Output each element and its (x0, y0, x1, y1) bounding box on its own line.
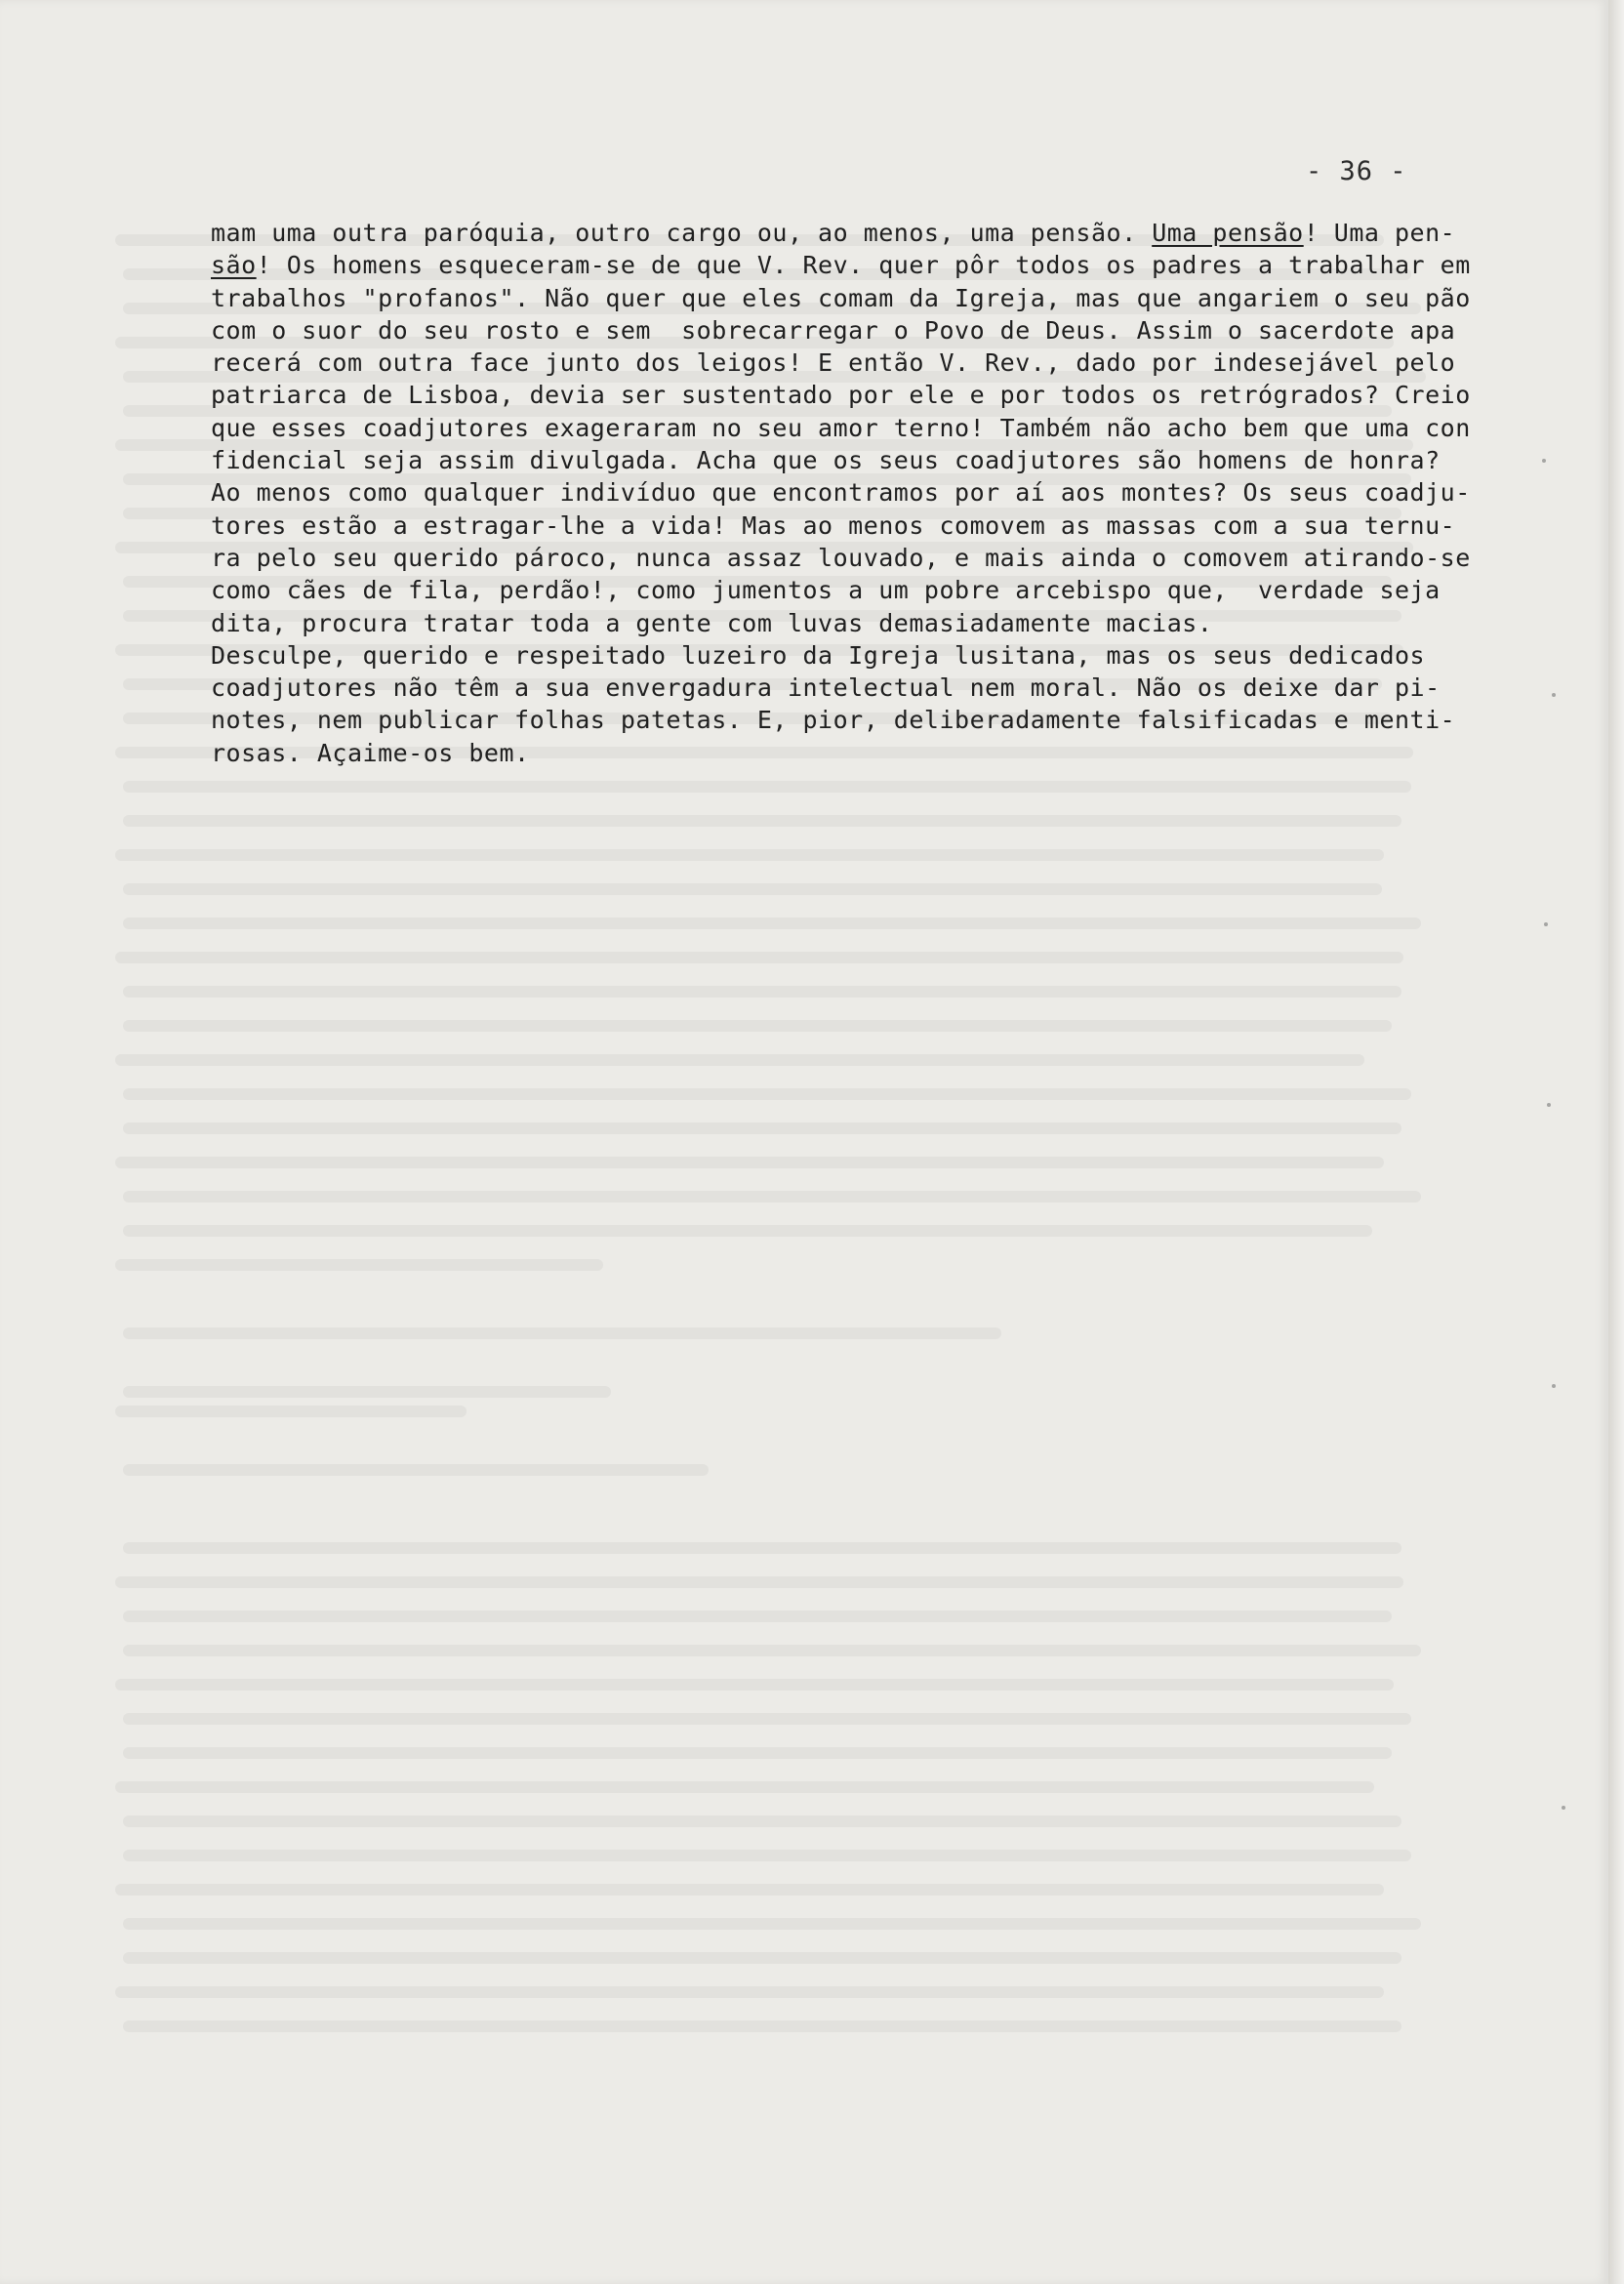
text-run: dita, procura tratar toda a gente com luvas demasiadamente macias. (211, 608, 1213, 637)
bleed-through-line (115, 952, 1403, 963)
bleed-through-line (123, 1815, 1401, 1827)
bleed-through-line (123, 1645, 1421, 1656)
bleed-through-line (123, 1191, 1421, 1203)
bleed-through-line (123, 1122, 1401, 1134)
paper-speck (1542, 459, 1546, 463)
text-line (211, 444, 1499, 476)
text-line (211, 249, 1499, 281)
bleed-through-line (123, 1464, 709, 1476)
text-run: coadjutores não têm a sua envergadura intelectual nem moral. Não os deixe dar pi- (211, 673, 1441, 703)
bleed-through-line (123, 1747, 1392, 1759)
bleed-through-line (123, 1542, 1401, 1554)
letter-body-text (211, 217, 1499, 769)
bleed-through-line (123, 1020, 1392, 1032)
text-line (211, 510, 1499, 542)
text-line (211, 737, 1499, 769)
text-run: fidencial seja assim divulgada. Acha que os seus coadjutores são homens de honra? (211, 446, 1441, 475)
bleed-through-line (115, 1781, 1374, 1793)
text-run: que esses coadjutores exageraram no seu amor terno! Também não acho bem que uma con (211, 413, 1471, 442)
text-run: ! Uma pen- (1303, 219, 1456, 247)
text-line (211, 704, 1499, 736)
bleed-through-line (115, 1576, 1403, 1588)
bleed-through-line (123, 1611, 1392, 1622)
text-run: mam uma outra paróquia, outro cargo ou, ao menos, uma pensão. (211, 219, 1153, 247)
paper-speck (1552, 1384, 1556, 1388)
text-run: notes, nem publicar folhas patetas. E, pior, deliberadamente falsificadas e menti- (211, 706, 1456, 735)
text-line (211, 672, 1499, 704)
bleed-through-line (123, 1713, 1411, 1725)
text-line (211, 574, 1499, 606)
bleed-through-line (123, 1918, 1421, 1930)
bleed-through-line (115, 1259, 603, 1271)
bleed-through-line (123, 1952, 1401, 1964)
text-line (211, 476, 1499, 509)
page-edge (1608, 0, 1624, 2284)
text-line (211, 542, 1499, 574)
bleed-through-line (115, 1157, 1384, 1168)
bleed-through-line (115, 1986, 1384, 1998)
text-run: rosas. Açaime-os bem. (211, 738, 530, 767)
paper-speck (1544, 922, 1548, 926)
text-run: como cães de fila, perdão!, como jumentos a um pobre arcebispo que, verdade seja (211, 576, 1441, 605)
paper-speck (1547, 1103, 1551, 1107)
bleed-through-line (115, 1884, 1384, 1896)
bleed-through-line (123, 1088, 1411, 1100)
text-run: ra pelo seu querido pároco, nunca assaz louvado, e mais ainda o comovem atirando-se (211, 543, 1471, 572)
bleed-through-line (123, 2020, 1401, 2032)
text-line (211, 217, 1499, 249)
text-run: tores estão a estragar-lhe a vida! Mas ao menos comovem as massas com a sua ternu- (211, 510, 1456, 540)
bleed-through-line (123, 1386, 611, 1398)
bleed-through-line (123, 1327, 1001, 1339)
page-number: - 36 - (1306, 156, 1407, 186)
bleed-through-line (123, 1850, 1411, 1861)
text-line (211, 639, 1499, 672)
text-line (211, 379, 1499, 411)
bleed-through-line (123, 883, 1382, 895)
bleed-through-line (115, 1406, 467, 1417)
bleed-through-line (115, 1054, 1364, 1066)
text-line (211, 412, 1499, 444)
text-run: recerá com outra face junto dos leigos! E então V. Rev., dado por indesejável pelo (211, 348, 1456, 378)
text-run: Desculpe, querido e respeitado luzeiro da Igreja lusitana, mas os seus dedicados (211, 640, 1426, 670)
paper-speck (1562, 1806, 1565, 1810)
bleed-through-line (115, 1679, 1394, 1691)
text-run: Ao menos como qualquer indivíduo que encontramos por aí aos montes? Os seus coadju- (211, 478, 1471, 508)
bleed-through-line (123, 1225, 1372, 1237)
text-line (211, 314, 1499, 347)
underlined-text: são (211, 251, 257, 280)
text-run: ! Os homens esqueceram-se de que V. Rev. quer pôr todos os padres a trabalhar em (256, 251, 1471, 280)
paper-speck (1552, 693, 1556, 697)
text-run: patriarca de Lisboa, devia ser sustentado por ele e por todos os retrógrados? Creio (211, 381, 1471, 410)
text-line (211, 282, 1499, 314)
bleed-through-line (115, 849, 1384, 861)
text-line (211, 607, 1499, 639)
bleed-through-line (123, 815, 1401, 827)
text-run: com o suor do seu rosto e sem sobrecarregar o Povo de Deus. Assim o sacerdote apa (211, 315, 1456, 345)
bleed-through-line (123, 986, 1401, 998)
bleed-through-line (123, 781, 1411, 793)
text-line (211, 347, 1499, 379)
text-run: trabalhos "profanos". Não quer que eles comam da Igreja, mas que angariem o seu pão (211, 283, 1471, 312)
bleed-through-line (123, 918, 1421, 929)
underlined-text: Uma pensão (1152, 219, 1304, 247)
